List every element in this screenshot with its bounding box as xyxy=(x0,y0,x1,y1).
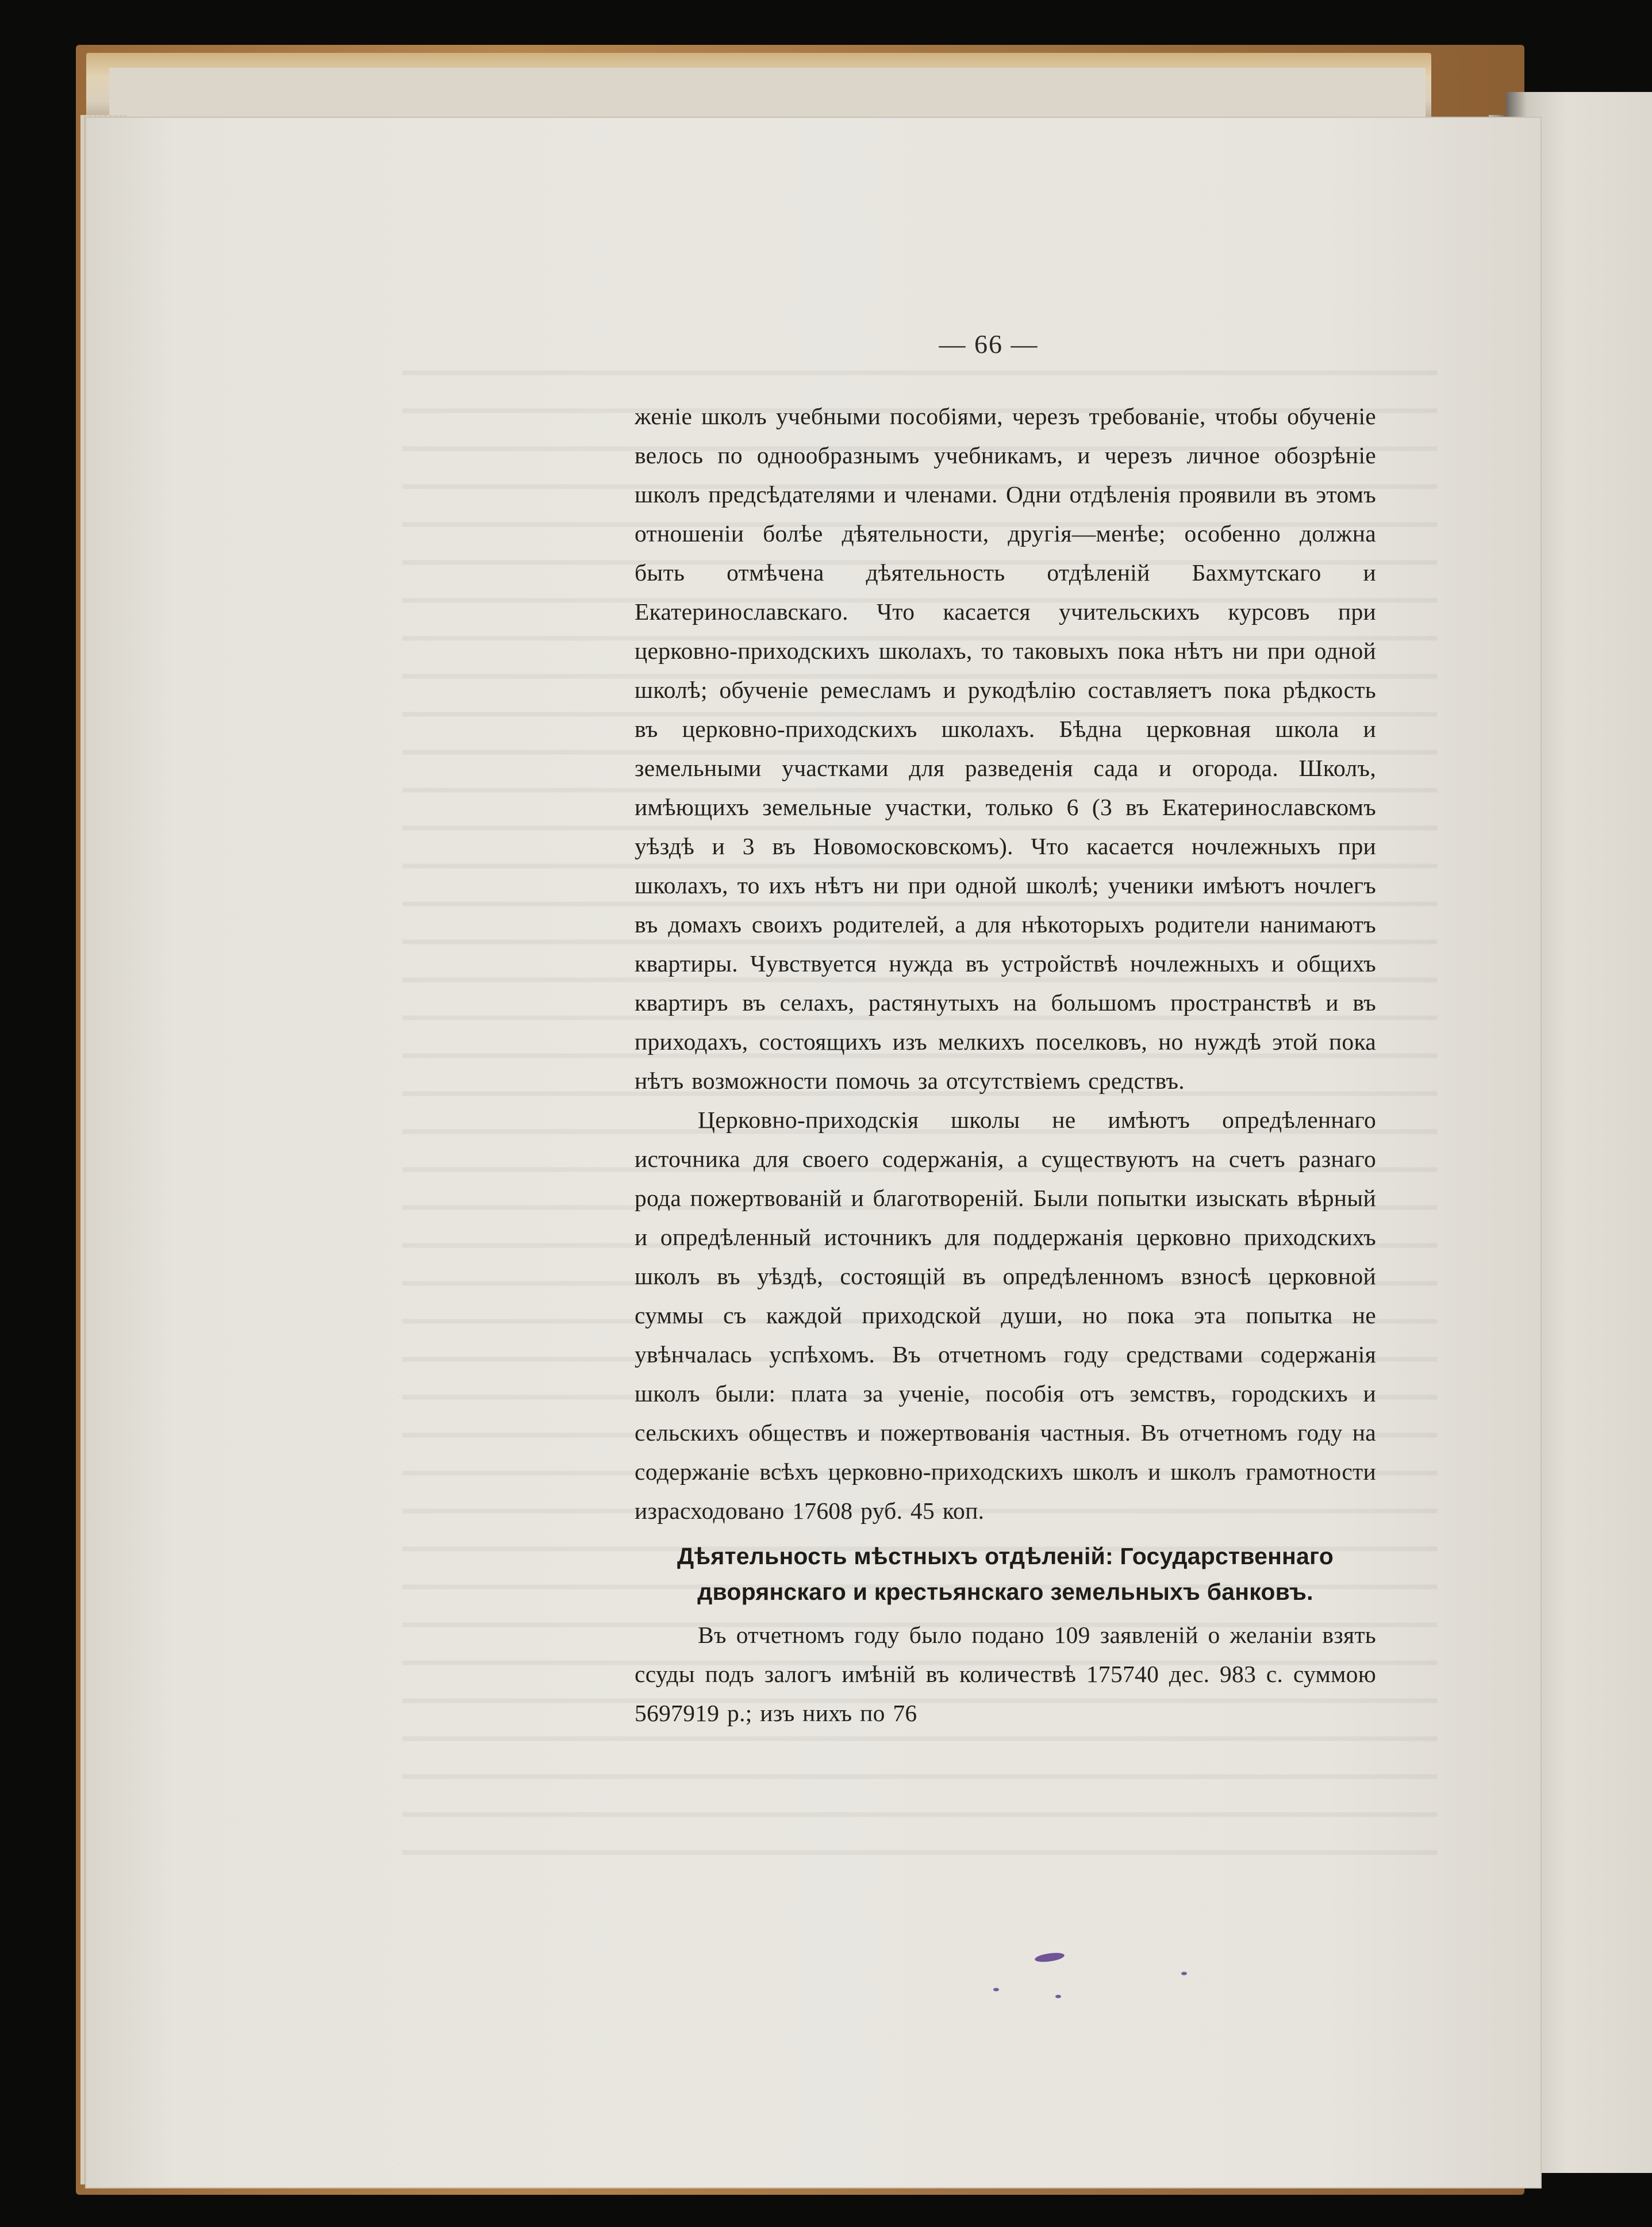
ink-dot xyxy=(1055,1995,1061,1998)
page-body xyxy=(635,397,1376,1733)
ink-dot xyxy=(1181,1972,1187,1975)
paragraph: Церковно-приходскія школы не имѣютъ опредѣленнаго источника для своего содержанія, а существуютъ на счетъ разнаго рода пожертвованій и благотвореній. Были попытки изыскать вѣрный и опредѣленный источникъ для поддержанія церковно приходскихъ школъ въ уѣздѣ, состоящій въ опредѣленномъ взносѣ церковной суммы съ каждой приходской души, но пока эта попытка не увѣнчалась успѣхомъ. Въ отчетномъ году средствами содержанія школъ были: плата за ученіе, пособія отъ земствъ, городскихъ и сельскихъ обществъ и пожертвованія частныя. Въ отчетномъ году на содержаніе всѣхъ церковно-приходскихъ школъ и школъ грамотности израсходовано 17608 руб. 45 коп. xyxy=(635,1107,1376,1524)
page-number: — 66 — xyxy=(939,329,1039,359)
top-page-stack xyxy=(109,68,1426,120)
ink-dot xyxy=(993,1988,999,1991)
section-heading: Дѣятельность мѣстныхъ отдѣленій: Государственнаго дворянскаго и крестьянскаго земельныхъ банковъ. xyxy=(677,1543,1334,1605)
paragraph: женіе школъ учебными пособіями, черезъ требованіе, чтобы обученіе велось по однообразнымъ учебникамъ, и черезъ личное обозрѣніе школъ предсѣдателями и членами. Одни отдѣленія проявили въ этомъ отношеніи болѣе дѣятельности, другія—менѣе; особенно должна быть отмѣчена дѣятельность отдѣленій Бахмутскаго и Екатеринославскаго. Что касается учительскихъ курсовъ при церковно-приходскихъ школахъ, то таковыхъ пока нѣтъ ни при одной школѣ; обученіе ремесламъ и рукодѣлію составляетъ пока рѣдкость въ церковно-приходскихъ школахъ. Бѣдна церковная школа и земельными участками для разведенія сада и огорода. Школъ, имѣющихъ земельные участки, только 6 (3 въ Екатеринославскомъ уѣздѣ и 3 въ Новомосковскомъ). Что касается ночлежныхъ при школахъ, то ихъ нѣтъ ни при одной школѣ; ученики имѣютъ ночлегъ въ домахъ своихъ родителей, а для нѣкоторыхъ родители нанимаютъ квартиры. Чувствуется нужда въ устройствѣ ночлежныхъ и общихъ квартиръ въ селахъ, растянутыхъ на большомъ пространствѣ и въ приходахъ, состоящихъ изъ мелкихъ поселковъ, но нуждѣ этой пока нѣтъ возможности помочь за отсутствіемъ средствъ. xyxy=(635,403,1376,1094)
section-paragraph: Въ отчетномъ году было подано 109 заявленій о желаніи взять ссуды подъ залогъ имѣній въ количествѣ 175740 дес. 983 с. суммою 5697919 р.; изъ нихъ по 76 xyxy=(635,1622,1376,1726)
